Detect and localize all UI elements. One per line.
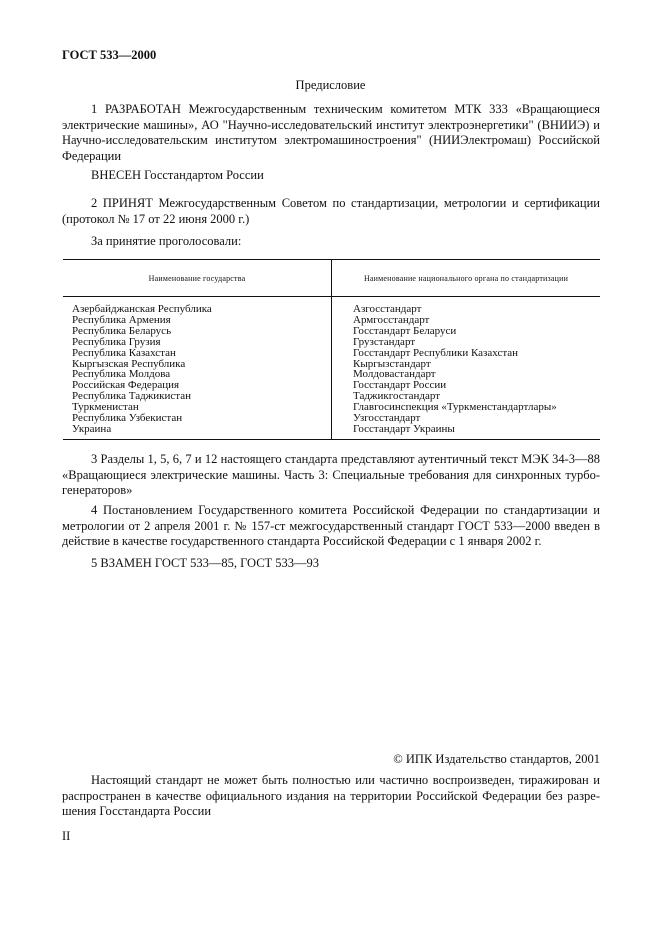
state-cell: Республика Армения (72, 313, 171, 326)
standard-number: ГОСТ 533—2000 (62, 48, 157, 62)
preface-title: Предисловие (295, 78, 366, 92)
state-cell: Кыргызская Республика (72, 357, 186, 370)
body-cell: Таджикгостандарт (353, 390, 441, 403)
body-cell: Госстандарт России (353, 379, 447, 392)
page-number: II (62, 829, 71, 843)
table-body (63, 297, 600, 440)
body-cell: Госстандарт Украины (353, 422, 455, 435)
state-cell: Республика Грузия (72, 335, 161, 348)
state-cell: Российская Федерация (72, 379, 180, 392)
voting-table (63, 259, 600, 440)
states-column (63, 297, 332, 440)
item-2-adopted: 2 ПРИНЯТ Межгосударственным Советом по стандартизации, метрологии и сертификации (протокол № 17 от 22 июня 2000 г.) (62, 196, 600, 226)
state-cell: Украина (72, 422, 112, 435)
column-header-state: Наименование государства (63, 260, 332, 297)
copyright-line: © ИПК Издательство стандартов, 2001 (393, 752, 600, 766)
state-cell: Республика Казахстан (72, 346, 176, 359)
body-cell: Главгосинспекция «Туркменстандартлары» (353, 401, 557, 414)
state-cell: Республика Молдова (72, 368, 171, 381)
body-cell: Госстандарт Беларуси (353, 324, 457, 337)
body-cell: Молдовастандарт (353, 368, 436, 381)
body-cell: Узгосстандарт (353, 412, 421, 425)
voted-title: За принятие проголосовали: (91, 234, 242, 248)
body-cell: Грузстандарт (353, 335, 416, 348)
state-cell: Республика Узбекистан (72, 412, 183, 425)
table-header-row (63, 260, 600, 297)
item-4-enacted: 4 Постановлением Государственного комитета Российской Федерации по стандартизации и метрологии от 2 апреля 2001 г. № 157-ст межгосударственный стандарт ГОСТ 533—2000 введен в действие в качестве государственного стандарта Российской Федерации с 1 января 2002 г. (62, 503, 600, 548)
item-1-developed: 1 РАЗРАБОТАН Межгосударственным техническим комитетом МТК 333 «Вращающиеся электрические машины», АО "Научно-исследовательский институт электроэнергетики" (ВНИИЭ) и Научно-исследовательским институтом электромашиностроения" (НИИЭлектромаш) Российской Федерации (62, 102, 600, 163)
state-cell: Республика Таджикистан (72, 390, 191, 403)
reproduction-notice: Настоящий стандарт не может быть полностью или частично воспроизведен, тиражирован и распространен в качестве официального издания на территории Российской Федерации без разре-шения Госстандарта России (62, 773, 600, 818)
body-cell: Кыргызстандарт (353, 357, 431, 370)
body-cell: Азгосстандарт (353, 303, 422, 315)
state-cell: Туркменистан (72, 401, 139, 414)
item-1-introduced: ВНЕСЕН Госстандартом России (91, 168, 264, 182)
state-cell: Азербайджанская Республика (72, 303, 212, 315)
state-cell: Республика Беларусь (72, 324, 172, 337)
national-bodies-column (332, 297, 601, 440)
column-header-national-body: Наименование национального органа по стандартизации (332, 260, 601, 297)
body-cell: Армгосстандарт (353, 313, 430, 326)
item-3-sections: 3 Разделы 1, 5, 6, 7 и 12 настоящего стандарта представляют аутентичный текст МЭК 34-3—88 «Вращающиеся электрические машины. Часть 3: Специальные требования для синхронных турбо-генераторов» (62, 452, 600, 497)
item-5-replaces: 5 ВЗАМЕН ГОСТ 533—85, ГОСТ 533—93 (91, 556, 320, 570)
body-cell: Госстандарт Республики Казахстан (353, 346, 519, 359)
